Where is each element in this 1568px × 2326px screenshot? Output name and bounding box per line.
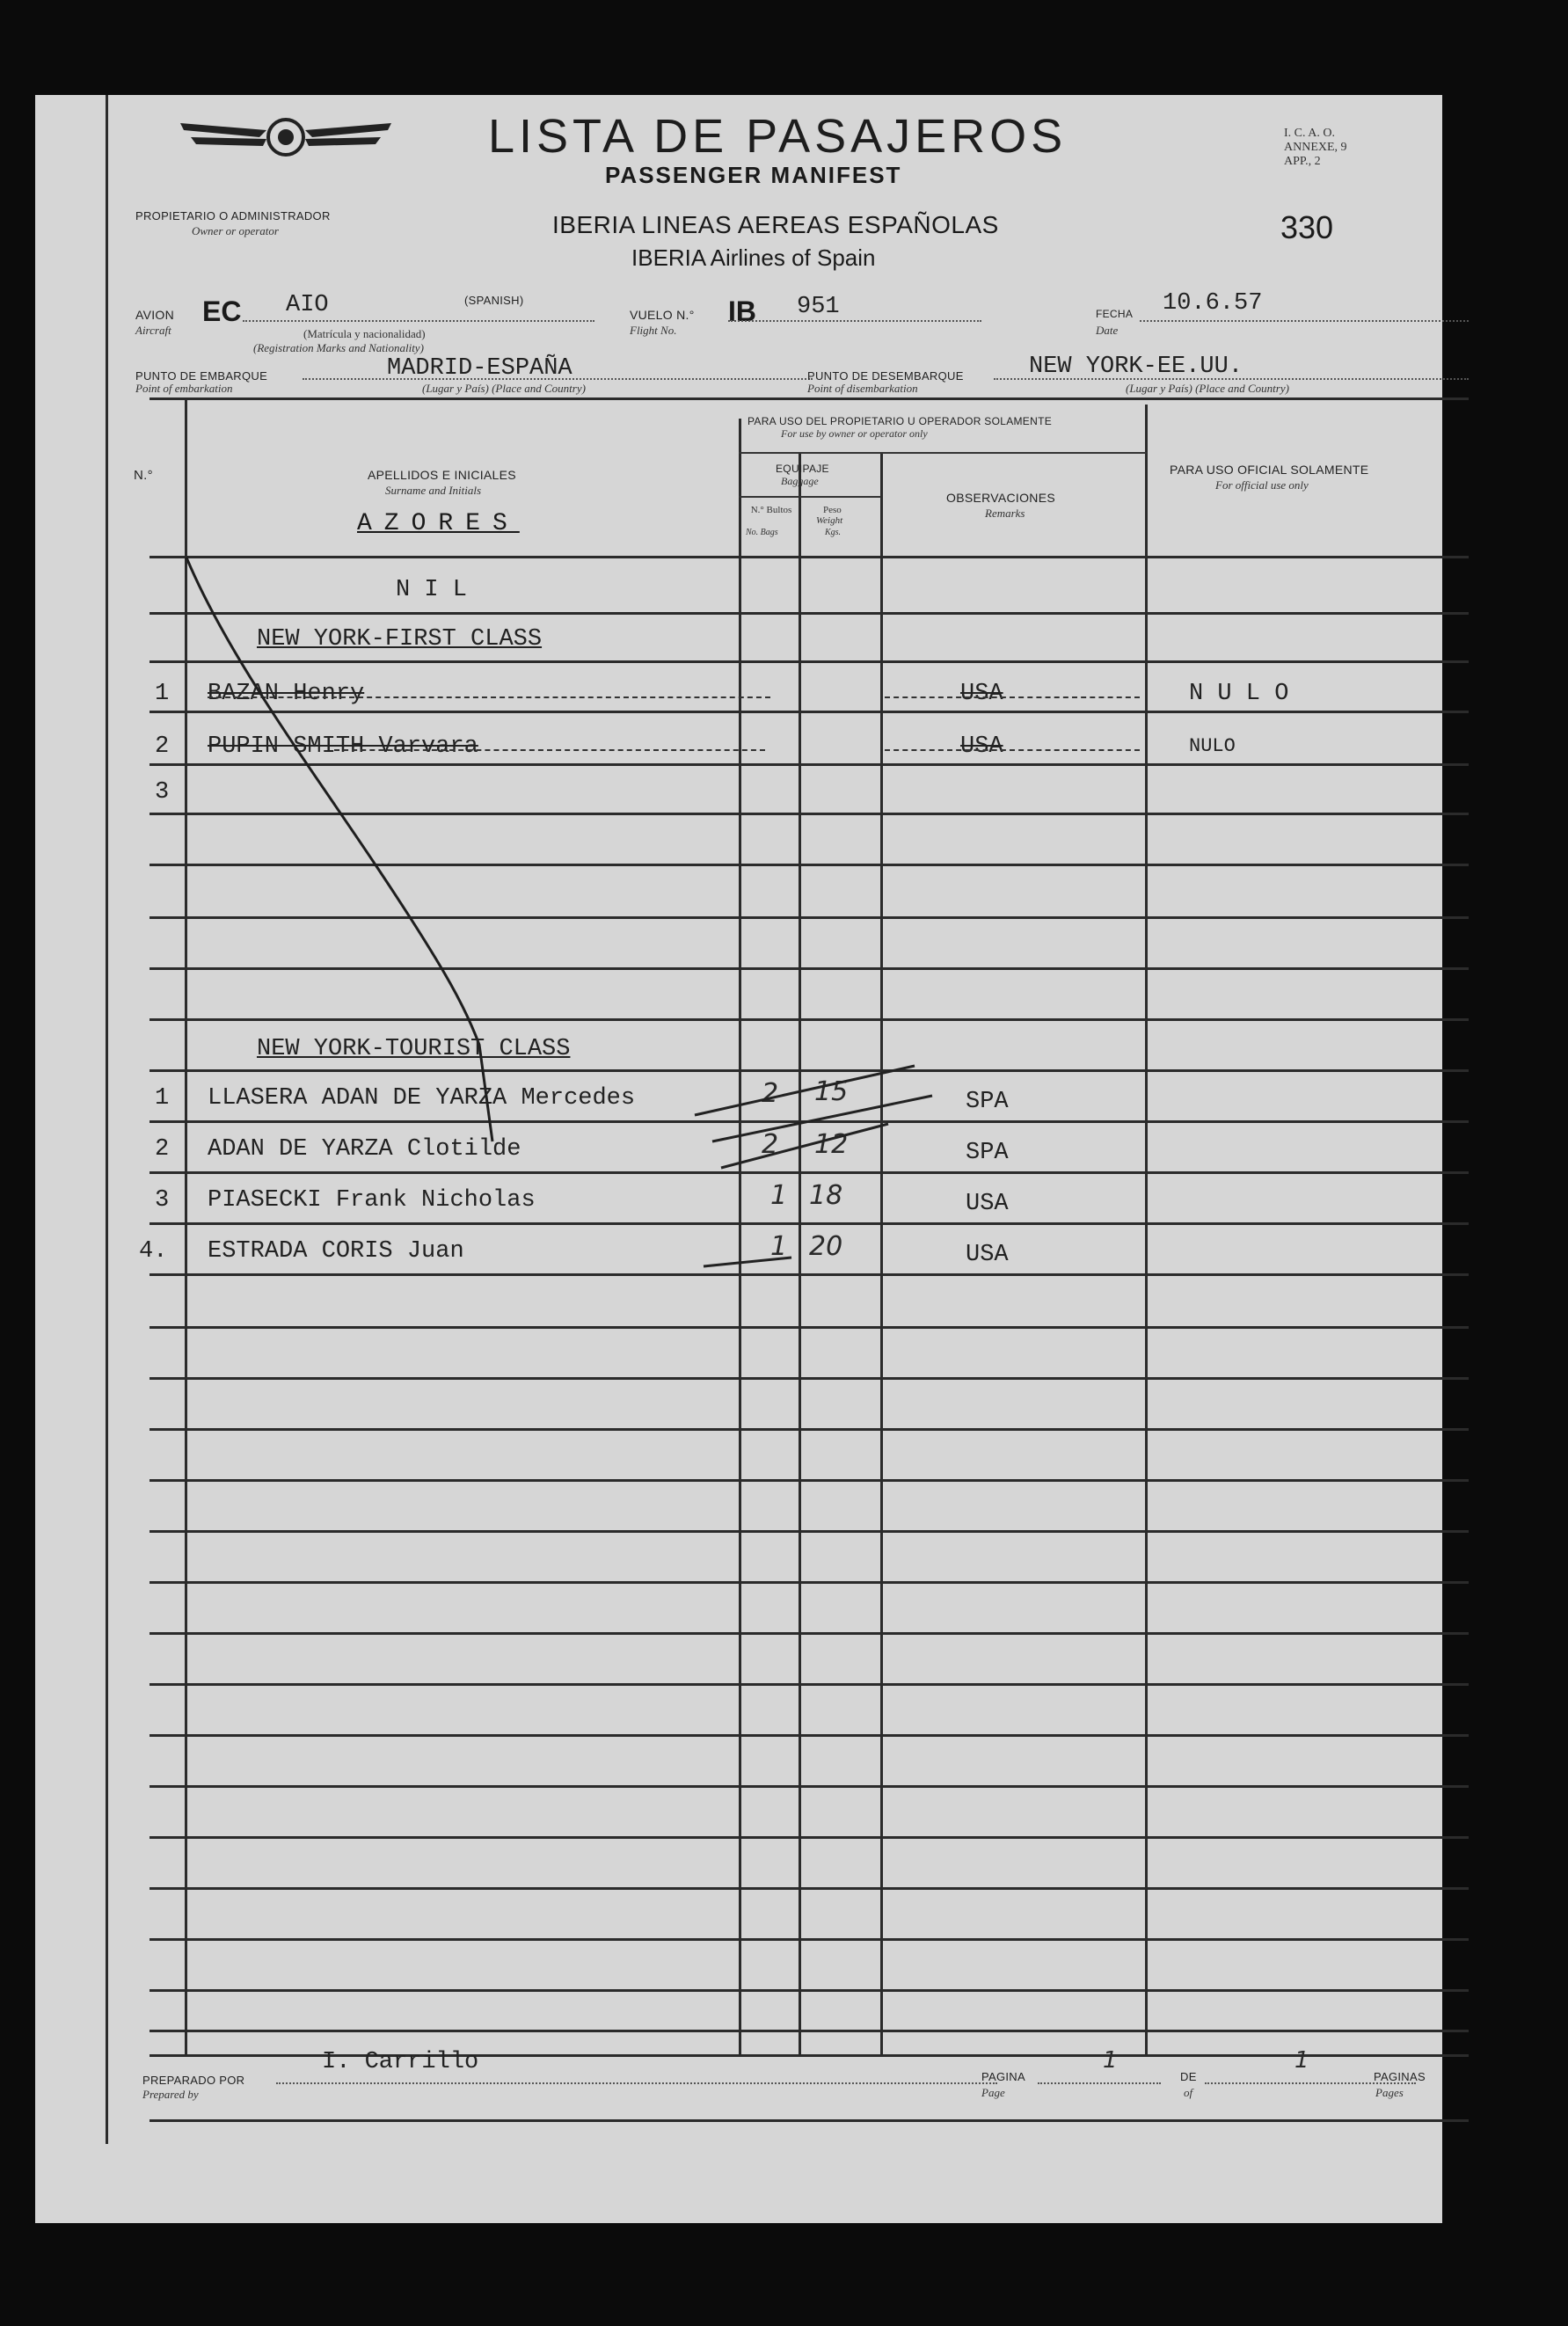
aircraft-field-line xyxy=(243,320,594,322)
row-line xyxy=(150,1581,1469,1584)
disembark-label-en: Point of disembarkation xyxy=(807,382,918,395)
tourist-row-4-remarks: USA xyxy=(966,1242,1009,1268)
remarks-header-en: Remarks xyxy=(985,507,1025,520)
tourist-row-3-bags: 1 xyxy=(770,1180,788,1211)
tourist-row-3-number: 3 xyxy=(155,1187,170,1214)
row-line xyxy=(150,2030,1469,2032)
disembark-label: PUNTO DE DESEMBARQUE xyxy=(807,369,964,383)
row-line xyxy=(150,1989,1469,1992)
footer-bottom-line xyxy=(150,2119,1469,2122)
date-field-line xyxy=(1140,320,1469,322)
tourist-row-1-weight: 15 xyxy=(814,1076,849,1107)
flight-number: 951 xyxy=(797,294,840,320)
wings-logo-icon xyxy=(171,111,400,164)
sheet-number: 330 xyxy=(1280,209,1334,245)
disembark-place-note: (Lugar y País) (Place and Country) xyxy=(1126,382,1289,395)
baggage-header-es: EQUIPAJE xyxy=(776,463,829,475)
baggage-header-en: Baggage xyxy=(781,475,819,487)
manifest-title: LISTA DE PASAJEROS xyxy=(488,110,1068,163)
baggage-bottom-line xyxy=(739,496,881,498)
tourist-row-1-remarks: SPA xyxy=(966,1089,1009,1115)
first-row-2-number: 2 xyxy=(155,733,170,760)
official-header-es: PARA USO OFICIAL SOLAMENTE xyxy=(1170,463,1369,477)
date-label: FECHA xyxy=(1096,308,1134,320)
row-line xyxy=(150,1326,1469,1329)
col-header-stop: AZORES xyxy=(357,510,520,537)
bags-header-es: N.° Bultos xyxy=(750,505,792,515)
row-line xyxy=(150,1377,1469,1380)
embark-label-en: Point of embarkation xyxy=(135,382,233,395)
owner-label: PROPIETARIO O ADMINISTRADOR xyxy=(135,209,331,222)
col-header-name-en: Surname and Initials xyxy=(385,484,482,497)
embark-label: PUNTO DE EMBARQUE xyxy=(135,369,268,383)
date-value: 10.6.57 xyxy=(1163,290,1263,317)
tourist-row-1-name: LLASERA ADAN DE YARZA Mercedes xyxy=(208,1085,636,1112)
row-line xyxy=(150,1836,1469,1839)
row-line xyxy=(150,1683,1469,1686)
col-header-number: N.° xyxy=(134,468,153,483)
of-value: 1 xyxy=(1295,2047,1309,2074)
first-row-1-remarks: USA xyxy=(960,681,1003,707)
first-row-1-name: BAZAN Henry xyxy=(208,681,365,707)
pages-label: PAGINAS xyxy=(1374,2070,1426,2083)
tourist-row-2-number: 2 xyxy=(155,1136,170,1163)
tourist-row-3-name: PIASECKI Frank Nicholas xyxy=(208,1187,536,1214)
tourist-row-1-number: 1 xyxy=(155,1085,170,1112)
left-margin-line xyxy=(106,95,108,2144)
aircraft-prefix: EC xyxy=(202,295,242,327)
official-header-en: For official use only xyxy=(1215,478,1309,492)
registration-note-en: (Registration Marks and Nationality) xyxy=(253,341,424,354)
row-line xyxy=(150,1428,1469,1431)
tourist-row-2-bags: 2 xyxy=(762,1129,779,1160)
strike-line xyxy=(885,749,1140,753)
flight-label: VUELO N.° xyxy=(630,308,695,322)
first-class-heading: NEW YORK-FIRST CLASS xyxy=(257,626,543,653)
first-row-3-number: 3 xyxy=(155,779,170,806)
remarks-header-es: OBSERVACIONES xyxy=(946,491,1055,505)
first-row-1-number: 1 xyxy=(155,681,170,707)
owner-label-en: Owner or operator xyxy=(192,224,279,237)
pages-label-en: Pages xyxy=(1375,2086,1404,2099)
aircraft-label: AVION xyxy=(135,308,175,322)
airline-name-es: IBERIA LINEAS AEREAS ESPAÑOLAS xyxy=(552,211,999,238)
flight-label-en: Flight No. xyxy=(630,324,677,337)
prepared-value: I. Carrillo xyxy=(322,2049,479,2075)
aircraft-label-en: Aircraft xyxy=(135,324,171,337)
tourist-row-3-remarks: USA xyxy=(966,1191,1009,1217)
col-divider-remarks xyxy=(1145,405,1148,2056)
page-label-en: Page xyxy=(981,2086,1005,2099)
owner-use-header-en: For use by owner or operator only xyxy=(781,427,928,440)
col-header-name-es: APELLIDOS E INICIALES xyxy=(368,468,516,482)
icao-line: ANNEXE, 9 xyxy=(1284,141,1347,154)
tourist-row-4-number: 4. xyxy=(139,1238,168,1265)
embark-place-note: (Lugar y País) (Place and Country) xyxy=(422,382,586,395)
embark-value: MADRID-ESPAÑA xyxy=(387,355,573,382)
disembark-field-line xyxy=(994,378,1469,380)
tourist-row-2-weight: 12 xyxy=(814,1129,849,1160)
first-row-2-official: NULO xyxy=(1189,735,1236,757)
first-row-1-official: N U L O xyxy=(1189,681,1289,707)
owner-use-bottom-line xyxy=(739,452,1147,454)
first-row-2-name: PUPIN SMITH Varvara xyxy=(208,733,478,760)
tourist-row-2-remarks: SPA xyxy=(966,1140,1009,1166)
embark-field-line xyxy=(303,378,813,380)
row-line xyxy=(150,1785,1469,1788)
of-label: DE xyxy=(1180,2070,1197,2083)
manifest-sheet xyxy=(35,95,1442,2223)
registration-note-es: (Matrícula y nacionalidad) xyxy=(303,327,426,340)
flight-prefix: IB xyxy=(728,295,756,327)
aircraft-nationality: (SPANISH) xyxy=(464,294,524,307)
row-line xyxy=(150,1530,1469,1533)
table-top-line xyxy=(150,397,1469,400)
icao-ref xyxy=(1284,127,1347,169)
weight-header-en: Weight xyxy=(816,515,843,526)
page-field-line xyxy=(1038,2082,1161,2084)
page-value: 1 xyxy=(1103,2047,1118,2074)
row-line xyxy=(150,1887,1469,1890)
manifest-subtitle: PASSENGER MANIFEST xyxy=(605,162,902,188)
icao-line: I. C. A. O. xyxy=(1284,127,1335,140)
disembark-value: NEW YORK-EE.UU. xyxy=(1029,354,1243,380)
tourist-row-3-weight: 18 xyxy=(809,1180,843,1211)
strike-line xyxy=(885,696,1140,700)
azores-nil: N I L xyxy=(396,577,468,603)
date-label-en: Date xyxy=(1096,324,1119,337)
row-line xyxy=(150,1938,1469,1941)
icao-line: APP., 2 xyxy=(1284,155,1321,168)
airline-name-en: IBERIA Airlines of Spain xyxy=(631,244,876,271)
row-line xyxy=(150,1479,1469,1482)
prepared-field-line xyxy=(276,2082,997,2084)
tourist-row-2-name: ADAN DE YARZA Clotilde xyxy=(208,1136,521,1163)
weight-header-es: Peso xyxy=(823,505,842,515)
tourist-row-4-bags: 1 xyxy=(770,1231,788,1262)
tourist-row-4-weight: 20 xyxy=(809,1231,843,1262)
owner-use-header-es: PARA USO DEL PROPIETARIO U OPERADOR SOLAMENTE xyxy=(748,415,1053,427)
row-line xyxy=(150,1734,1469,1737)
aircraft-registration: AIO xyxy=(286,292,329,318)
tourist-class-heading: NEW YORK-TOURIST CLASS xyxy=(257,1036,571,1062)
baggage-check-marks xyxy=(668,1062,950,1291)
weight-header-unit: Kgs. xyxy=(825,528,842,537)
bags-header-en: No. Bags xyxy=(746,528,778,537)
tourist-row-4-name: ESTRADA CORIS Juan xyxy=(208,1238,464,1265)
page-label: PAGINA xyxy=(981,2070,1025,2083)
tourist-row-1-bags: 2 xyxy=(762,1078,779,1109)
prepared-label-en: Prepared by xyxy=(142,2088,199,2101)
of-label-en: of xyxy=(1184,2086,1193,2099)
prepared-label: PREPARADO POR xyxy=(142,2074,245,2087)
flight-field-line xyxy=(728,320,981,322)
row-line xyxy=(150,1632,1469,1635)
first-row-2-remarks: USA xyxy=(960,733,1003,760)
cancellation-stroke xyxy=(176,552,598,1168)
